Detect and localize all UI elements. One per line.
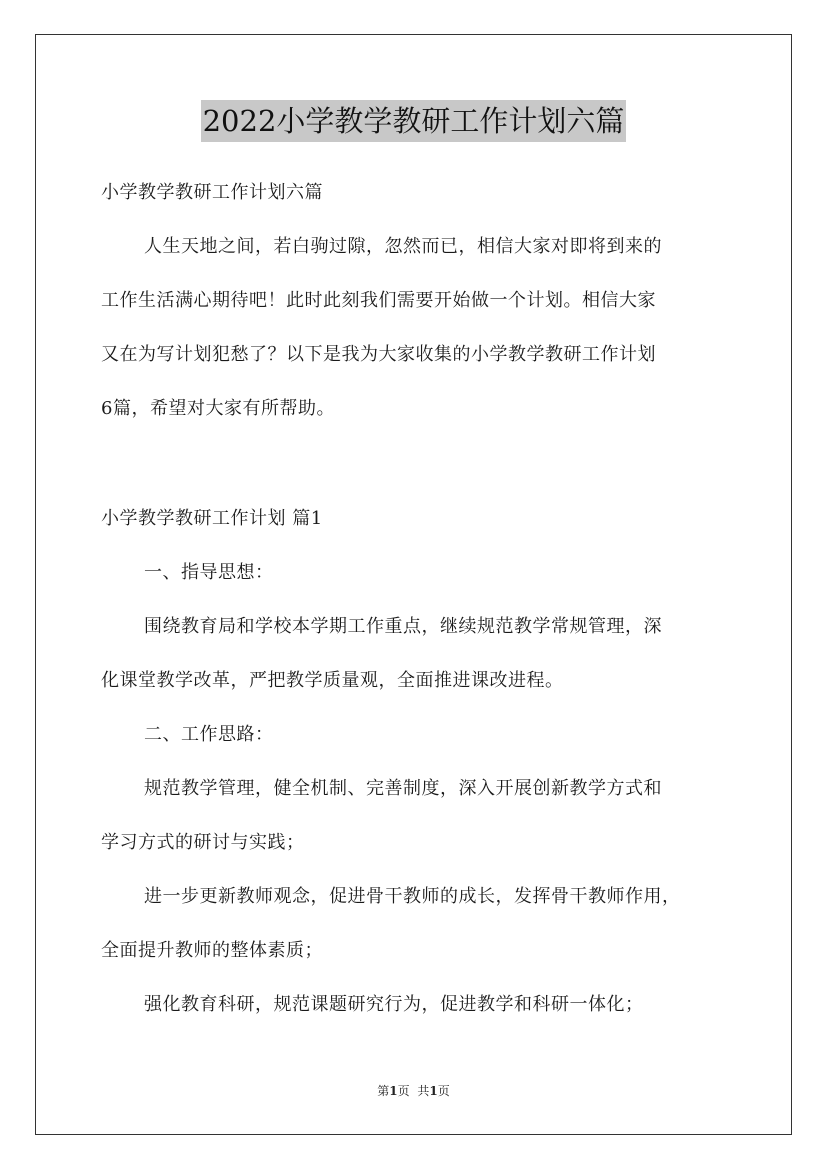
- page-number: 1: [389, 1084, 398, 1098]
- intro-line-1: 人生天地之间，若白驹过隙，忽然而已，相信大家对即将到来的: [144, 236, 662, 257]
- document-subtitle: 小学教学教研工作计划六篇: [101, 182, 323, 203]
- page-prefix: 第: [377, 1084, 390, 1098]
- paragraph-2-line-1: 规范教学管理，健全机制、完善制度，深入开展创新教学方式和: [144, 778, 662, 799]
- paragraph-3-line-1: 进一步更新教师观念，促进骨干教师的成长，发挥骨干教师作用，: [144, 886, 681, 907]
- document-title: 2022小学教学教研工作计划六篇: [201, 100, 627, 142]
- intro-line-2: 工作生活满心期待吧！此时此刻我们需要开始做一个计划。相信大家: [101, 290, 656, 311]
- paragraph-1-line-2: 化课堂教学改革，严把教学质量观，全面推进课改进程。: [101, 670, 564, 691]
- intro-line-4: 6篇，希望对大家有所帮助。: [101, 398, 335, 419]
- paragraph-3-line-2: 全面提升教师的整体素质；: [101, 940, 323, 961]
- page-footer: [0, 1083, 827, 1099]
- heading-work-approach: 二、工作思路：: [144, 724, 274, 745]
- section-heading: 小学教学教研工作计划 篇1: [101, 508, 323, 529]
- paragraph-1-line-1: 围绕教育局和学校本学期工作重点，继续规范教学常规管理，深: [144, 616, 662, 637]
- title-container: [0, 100, 827, 142]
- total-suffix: 页: [437, 1084, 450, 1098]
- heading-guiding-ideology: 一、指导思想：: [144, 562, 274, 583]
- total-number: 1: [429, 1084, 438, 1098]
- paragraph-2-line-2: 学习方式的研讨与实践；: [101, 832, 305, 853]
- total-prefix: 共: [417, 1084, 430, 1098]
- page-suffix: 页: [397, 1084, 410, 1098]
- intro-line-3: 又在为写计划犯愁了？以下是我为大家收集的小学教学教研工作计划: [101, 344, 656, 365]
- paragraph-4-line-1: 强化教育科研，规范课题研究行为，促进教学和科研一体化；: [144, 994, 644, 1015]
